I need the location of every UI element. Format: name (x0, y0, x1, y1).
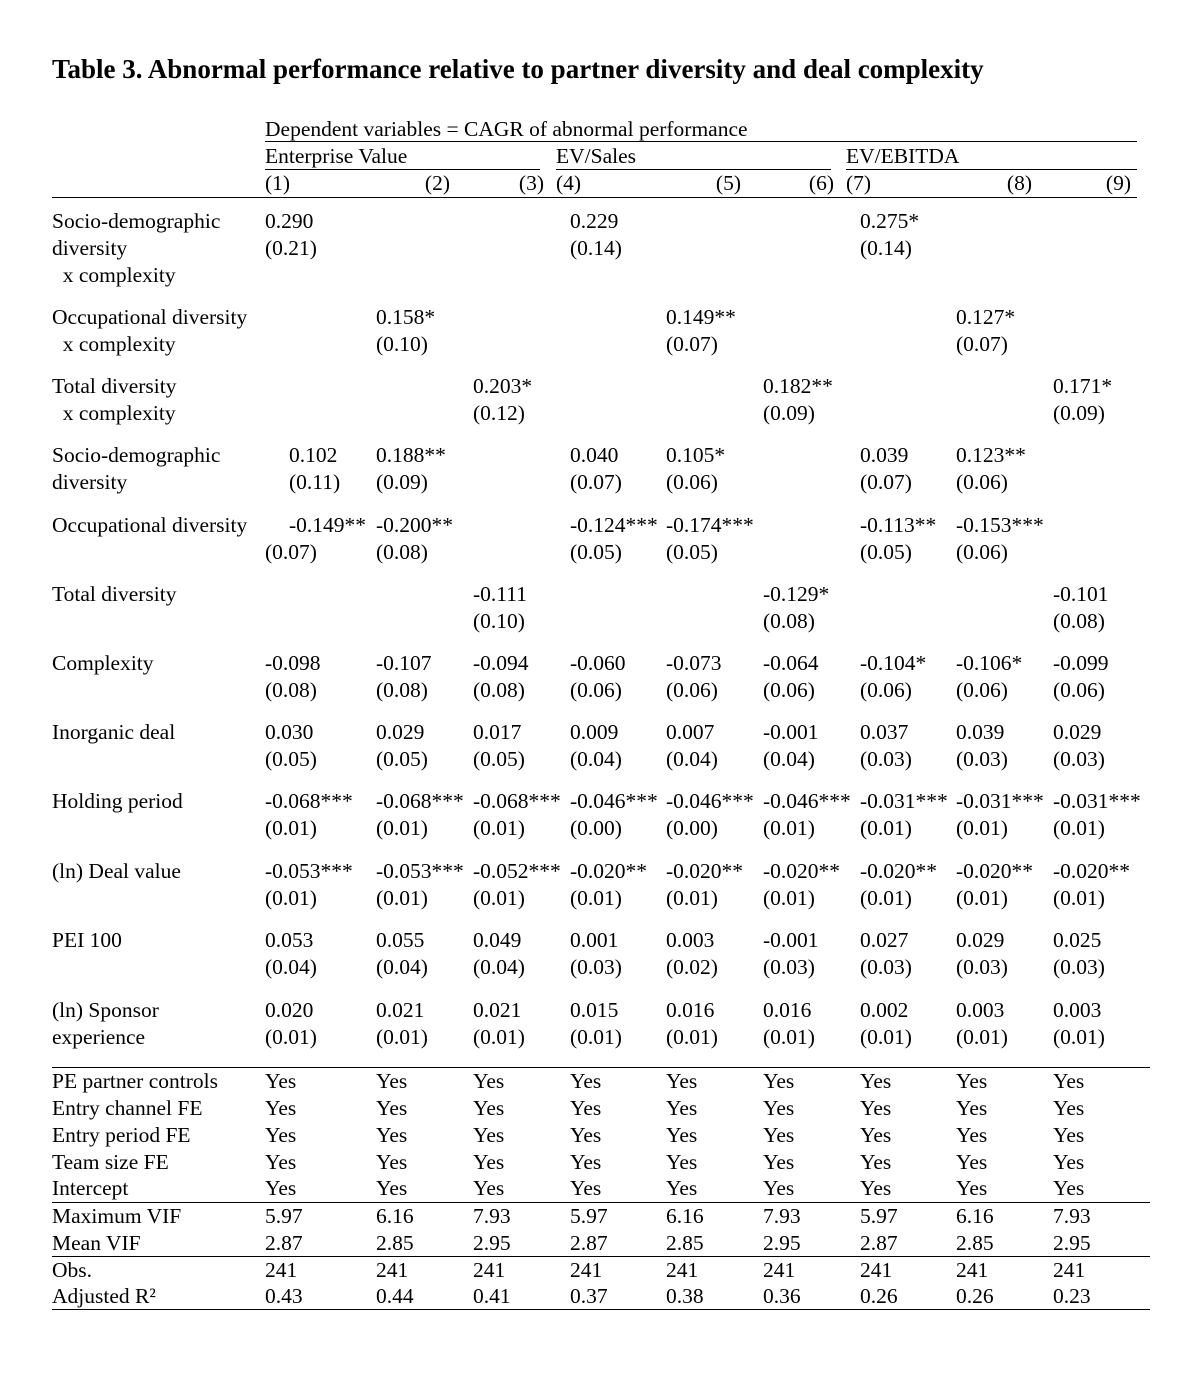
stat-cell: 241 (666, 1258, 699, 1282)
stat-cell: Yes (860, 1123, 892, 1147)
coefficient-cell: 0.025 (1053, 928, 1102, 952)
row-label: experience (52, 1025, 146, 1049)
coefficient-cell: 0.203* (473, 374, 533, 398)
std-error-cell: (0.04) (376, 955, 428, 979)
stat-cell: Yes (860, 1096, 892, 1120)
std-error-cell: (0.06) (956, 470, 1008, 494)
stat-cell: Yes (763, 1123, 795, 1147)
std-error-cell: (0.06) (666, 470, 718, 494)
stat-cell: 2.87 (860, 1231, 898, 1255)
row-label: Socio-demographic (52, 443, 221, 467)
stat-cell: Yes (956, 1176, 988, 1200)
stat-cell: Yes (570, 1150, 602, 1174)
stat-cell: 0.36 (763, 1284, 801, 1308)
stat-row-label: Entry period FE (52, 1123, 191, 1147)
std-error-cell: (0.08) (265, 678, 317, 702)
coefficient-cell: -0.060 (570, 651, 626, 675)
coefficient-cell: 0.030 (265, 720, 314, 744)
std-error-cell: (0.03) (570, 955, 622, 979)
column-number-6: (6) (808, 171, 834, 195)
stat-cell: Yes (956, 1069, 988, 1093)
std-error-cell: (0.06) (956, 678, 1008, 702)
std-error-cell: (0.09) (1053, 401, 1105, 425)
coefficient-cell: -0.073 (666, 651, 722, 675)
stat-cell: Yes (1053, 1096, 1085, 1120)
coefficient-cell: 0.003 (956, 998, 1005, 1022)
coefficient-cell: -0.020** (763, 859, 841, 883)
coefficient-cell: 0.009 (570, 720, 619, 744)
table-title: Table 3. Abnormal performance relative to partner diversity and deal complexity (52, 54, 984, 84)
stat-cell: Yes (763, 1150, 795, 1174)
std-error-cell: (0.01) (265, 1025, 317, 1049)
row-label: Total diversity (52, 582, 177, 606)
coefficient-cell: -0.107 (376, 651, 432, 675)
coefficient-cell: 0.275* (860, 209, 920, 233)
std-error-cell: (0.08) (473, 678, 525, 702)
stat-cell: 6.16 (376, 1204, 414, 1228)
coefficient-cell: -0.149** (289, 513, 367, 537)
std-error-cell: (0.01) (265, 816, 317, 840)
column-number-3: (3) (518, 171, 544, 195)
coefficient-cell: 0.039 (956, 720, 1005, 744)
std-error-cell: (0.05) (666, 540, 718, 564)
stat-cell: 2.95 (473, 1231, 511, 1255)
std-error-cell: (0.01) (473, 816, 525, 840)
stat-cell: 6.16 (666, 1204, 704, 1228)
std-error-cell: (0.05) (473, 747, 525, 771)
coefficient-cell: -0.098 (265, 651, 321, 675)
coefficient-cell: 0.017 (473, 720, 522, 744)
coefficient-cell: -0.064 (763, 651, 819, 675)
coefficient-cell: -0.001 (763, 928, 819, 952)
coefficient-cell: -0.200** (376, 513, 454, 537)
row-label: x complexity (52, 263, 176, 287)
std-error-cell: (0.11) (289, 470, 341, 494)
std-error-cell: (0.01) (763, 1025, 815, 1049)
coefficient-cell: 0.158* (376, 305, 436, 329)
stat-cell: 2.87 (265, 1231, 303, 1255)
stat-cell: Yes (265, 1096, 297, 1120)
coefficient-cell: 0.149** (666, 305, 736, 329)
coefficient-cell: -0.020** (860, 859, 938, 883)
stat-cell: 0.38 (666, 1284, 704, 1308)
column-number-2: (2) (424, 171, 450, 195)
stat-cell: 241 (956, 1258, 989, 1282)
coefficient-cell: -0.104* (860, 651, 927, 675)
std-error-cell: (0.07) (956, 332, 1008, 356)
std-error-cell: (0.01) (956, 1025, 1008, 1049)
row-label: Complexity (52, 651, 154, 675)
stat-cell: Yes (666, 1069, 698, 1093)
coefficient-cell: 0.003 (1053, 998, 1102, 1022)
std-error-cell: (0.01) (763, 886, 815, 910)
stat-cell: 2.85 (956, 1231, 994, 1255)
stat-row-label: Entry channel FE (52, 1096, 203, 1120)
coefficient-cell: 0.123** (956, 443, 1026, 467)
stat-cell: 5.97 (860, 1204, 898, 1228)
stat-row-label: PE partner controls (52, 1069, 218, 1093)
std-error-cell: (0.06) (570, 678, 622, 702)
stat-cell: Yes (376, 1123, 408, 1147)
std-error-cell: (0.01) (860, 1025, 912, 1049)
stat-cell: 241 (473, 1258, 506, 1282)
row-label: x complexity (52, 401, 176, 425)
stat-row-label: Team size FE (52, 1150, 169, 1174)
std-error-cell: (0.01) (956, 816, 1008, 840)
stat-cell: 7.93 (763, 1204, 801, 1228)
stat-cell: Yes (570, 1123, 602, 1147)
std-error-cell: (0.01) (763, 816, 815, 840)
coefficient-cell: 0.029 (376, 720, 425, 744)
stat-cell: 5.97 (570, 1204, 608, 1228)
vif-top-rule (52, 1202, 1150, 1203)
dependent-variable-header: Dependent variables = CAGR of abnormal performance (265, 117, 748, 141)
stat-cell: Yes (376, 1069, 408, 1093)
coefficient-cell: -0.068*** (473, 789, 561, 813)
std-error-cell: (0.01) (570, 886, 622, 910)
column-number-9: (9) (1105, 171, 1131, 195)
coefficient-cell: -0.053*** (376, 859, 464, 883)
stats-top-rule (52, 1067, 1150, 1068)
std-error-cell: (0.03) (860, 747, 912, 771)
std-error-cell: (0.06) (763, 678, 815, 702)
std-error-cell: (0.01) (473, 886, 525, 910)
std-error-cell: (0.07) (860, 470, 912, 494)
std-error-cell: (0.01) (265, 886, 317, 910)
std-error-cell: (0.06) (666, 678, 718, 702)
std-error-cell: (0.07) (666, 332, 718, 356)
std-error-cell: (0.06) (1053, 678, 1105, 702)
stat-cell: 7.93 (1053, 1204, 1091, 1228)
coefficient-cell: 0.027 (860, 928, 909, 952)
stat-cell: 241 (1053, 1258, 1086, 1282)
coefficient-cell: -0.094 (473, 651, 529, 675)
row-label: Socio-demographic (52, 209, 221, 233)
stat-cell: Yes (956, 1123, 988, 1147)
coefficient-cell: 0.182** (763, 374, 833, 398)
stat-cell: Yes (570, 1176, 602, 1200)
std-error-cell: (0.03) (860, 955, 912, 979)
coefficient-cell: -0.031*** (1053, 789, 1141, 813)
stat-cell: 0.44 (376, 1284, 414, 1308)
std-error-cell: (0.01) (1053, 1025, 1105, 1049)
stat-cell: Yes (265, 1069, 297, 1093)
row-label: Occupational diversity (52, 305, 248, 329)
coefficient-cell: -0.020** (956, 859, 1034, 883)
std-error-cell: (0.01) (570, 1025, 622, 1049)
row-label: Holding period (52, 789, 183, 813)
coefficient-cell: -0.020** (666, 859, 744, 883)
std-error-cell: (0.04) (473, 955, 525, 979)
std-error-cell: (0.04) (666, 747, 718, 771)
std-error-cell: (0.05) (570, 540, 622, 564)
row-label: Total diversity (52, 374, 177, 398)
std-error-cell: (0.01) (860, 816, 912, 840)
coefficient-cell: -0.031*** (860, 789, 948, 813)
stat-cell: 0.23 (1053, 1284, 1091, 1308)
std-error-cell: (0.07) (265, 540, 317, 564)
coefficient-cell: 0.015 (570, 998, 619, 1022)
coefficient-cell: 0.001 (570, 928, 619, 952)
coefficient-cell: 0.055 (376, 928, 425, 952)
stat-cell: Yes (666, 1150, 698, 1174)
row-label: (ln) Deal value (52, 859, 181, 883)
std-error-cell: (0.01) (860, 886, 912, 910)
std-error-cell: (0.01) (376, 816, 428, 840)
stat-cell: Yes (860, 1069, 892, 1093)
stat-cell: Yes (265, 1150, 297, 1174)
coefficient-cell: 0.127* (956, 305, 1016, 329)
row-label: diversity (52, 470, 128, 494)
coefficient-cell: 0.040 (570, 443, 619, 467)
stat-cell: 241 (860, 1258, 893, 1282)
coefficient-cell: -0.113** (860, 513, 937, 537)
coefficient-cell: 0.290 (265, 209, 314, 233)
stat-cell: Yes (376, 1096, 408, 1120)
std-error-cell: (0.08) (376, 540, 428, 564)
coefficient-cell: 0.016 (763, 998, 812, 1022)
stat-cell: 0.43 (265, 1284, 303, 1308)
std-error-cell: (0.05) (860, 540, 912, 564)
std-error-cell: (0.01) (666, 1025, 718, 1049)
group-header-enterprise-value: Enterprise Value (265, 144, 408, 168)
coefficient-cell: -0.001 (763, 720, 819, 744)
std-error-cell: (0.08) (376, 678, 428, 702)
coefficient-cell: 0.002 (860, 998, 909, 1022)
coefficient-cell: 0.021 (473, 998, 522, 1022)
table-bottom-rule (52, 1309, 1150, 1310)
std-error-cell: (0.03) (1053, 955, 1105, 979)
coefficient-cell: -0.046*** (763, 789, 851, 813)
stat-row-label: Intercept (52, 1176, 129, 1200)
coefficient-cell: 0.039 (860, 443, 909, 467)
stat-cell: 7.93 (473, 1204, 511, 1228)
std-error-cell: (0.03) (956, 955, 1008, 979)
std-error-cell: (0.01) (1053, 886, 1105, 910)
stat-cell: Yes (473, 1123, 505, 1147)
row-label: (ln) Sponsor (52, 998, 159, 1022)
stat-cell: Yes (1053, 1150, 1085, 1174)
coefficient-cell: -0.174*** (666, 513, 754, 537)
coefficient-cell: 0.188** (376, 443, 446, 467)
stat-cell: 2.95 (763, 1231, 801, 1255)
std-error-cell: (0.21) (265, 236, 317, 260)
std-error-cell: (0.04) (570, 747, 622, 771)
coefficient-cell: -0.124*** (570, 513, 658, 537)
std-error-cell: (0.14) (570, 236, 622, 260)
std-error-cell: (0.00) (570, 816, 622, 840)
stat-cell: Yes (956, 1150, 988, 1174)
header-bottom-rule (52, 197, 1137, 198)
std-error-cell: (0.03) (763, 955, 815, 979)
std-error-cell: (0.00) (666, 816, 718, 840)
std-error-cell: (0.01) (376, 886, 428, 910)
stat-cell: Yes (473, 1069, 505, 1093)
stat-cell: Yes (763, 1176, 795, 1200)
stat-cell: Yes (473, 1150, 505, 1174)
std-error-cell: (0.01) (956, 886, 1008, 910)
std-error-cell: (0.09) (763, 401, 815, 425)
stat-cell: Yes (376, 1176, 408, 1200)
stat-cell: Yes (860, 1150, 892, 1174)
stat-cell: Yes (265, 1123, 297, 1147)
std-error-cell: (0.01) (666, 886, 718, 910)
stat-cell: Yes (1053, 1123, 1085, 1147)
stat-cell: Yes (1053, 1176, 1085, 1200)
stat-cell: Yes (763, 1096, 795, 1120)
stat-cell: 0.37 (570, 1284, 608, 1308)
std-error-cell: (0.08) (1053, 609, 1105, 633)
group-header-ev-sales: EV/Sales (556, 144, 637, 168)
std-error-cell: (0.02) (666, 955, 718, 979)
column-number-7: (7) (846, 171, 872, 195)
coefficient-cell: -0.031*** (956, 789, 1044, 813)
coefficient-cell: 0.037 (860, 720, 909, 744)
obs-top-rule (52, 1256, 1150, 1257)
stat-cell: Yes (763, 1069, 795, 1093)
row-label: Inorganic deal (52, 720, 176, 744)
std-error-cell: (0.14) (860, 236, 912, 260)
coefficient-cell: -0.099 (1053, 651, 1109, 675)
stat-cell: Yes (570, 1069, 602, 1093)
std-error-cell: (0.06) (956, 540, 1008, 564)
coefficient-cell: 0.102 (289, 443, 338, 467)
group-header-ev-ebitda: EV/EBITDA (846, 144, 960, 168)
std-error-cell: (0.01) (376, 1025, 428, 1049)
stat-cell: 2.87 (570, 1231, 608, 1255)
std-error-cell: (0.01) (473, 1025, 525, 1049)
stat-cell: Yes (473, 1096, 505, 1120)
row-label: diversity (52, 236, 128, 260)
column-number-8: (8) (1006, 171, 1032, 195)
coefficient-cell: -0.053*** (265, 859, 353, 883)
coefficient-cell: -0.020** (570, 859, 648, 883)
stat-cell: 2.85 (376, 1231, 414, 1255)
std-error-cell: (0.05) (376, 747, 428, 771)
std-error-cell: (0.09) (376, 470, 428, 494)
std-error-cell: (0.08) (763, 609, 815, 633)
std-error-cell: (0.10) (376, 332, 428, 356)
stat-cell: Yes (666, 1123, 698, 1147)
stat-cell: 0.41 (473, 1284, 511, 1308)
coefficient-cell: 0.105* (666, 443, 726, 467)
coefficient-cell: -0.106* (956, 651, 1023, 675)
stat-cell: Yes (376, 1150, 408, 1174)
column-number-1: (1) (265, 171, 291, 195)
coefficient-cell: -0.052*** (473, 859, 561, 883)
coefficient-cell: -0.046*** (570, 789, 658, 813)
std-error-cell: (0.04) (763, 747, 815, 771)
std-error-cell: (0.07) (570, 470, 622, 494)
stat-cell: 241 (265, 1258, 298, 1282)
std-error-cell: (0.03) (1053, 747, 1105, 771)
header-rule-dependent (265, 141, 1137, 142)
std-error-cell: (0.12) (473, 401, 525, 425)
stat-cell: Yes (666, 1096, 698, 1120)
column-number-4: (4) (556, 171, 582, 195)
stat-cell: Yes (666, 1176, 698, 1200)
stat-cell: 241 (763, 1258, 796, 1282)
coefficient-cell: -0.153*** (956, 513, 1044, 537)
stat-row-label: Obs. (52, 1258, 93, 1282)
column-number-5: (5) (715, 171, 741, 195)
std-error-cell: (0.01) (1053, 816, 1105, 840)
row-label: Occupational diversity (52, 513, 248, 537)
coefficient-cell: -0.068*** (265, 789, 353, 813)
coefficient-cell: 0.053 (265, 928, 314, 952)
stat-cell: Yes (570, 1096, 602, 1120)
coefficient-cell: 0.049 (473, 928, 522, 952)
std-error-cell: (0.05) (265, 747, 317, 771)
coefficient-cell: 0.021 (376, 998, 425, 1022)
coefficient-cell: -0.046*** (666, 789, 754, 813)
stat-cell: 2.85 (666, 1231, 704, 1255)
stat-cell: 2.95 (1053, 1231, 1091, 1255)
std-error-cell: (0.03) (956, 747, 1008, 771)
coefficient-cell: 0.029 (1053, 720, 1102, 744)
std-error-cell: (0.04) (265, 955, 317, 979)
stat-cell: Yes (265, 1176, 297, 1200)
coefficient-cell: 0.020 (265, 998, 314, 1022)
stat-cell: 5.97 (265, 1204, 303, 1228)
coefficient-cell: 0.029 (956, 928, 1005, 952)
std-error-cell: (0.06) (860, 678, 912, 702)
coefficient-cell: -0.129* (763, 582, 830, 606)
coefficient-cell: 0.229 (570, 209, 619, 233)
stat-cell: 241 (376, 1258, 409, 1282)
std-error-cell: (0.10) (473, 609, 525, 633)
coefficient-cell: -0.111 (473, 582, 527, 606)
stat-cell: 6.16 (956, 1204, 994, 1228)
stat-row-label: Maximum VIF (52, 1204, 182, 1228)
coefficient-cell: 0.016 (666, 998, 715, 1022)
stat-row-label: Adjusted R² (52, 1284, 156, 1308)
stat-cell: 241 (570, 1258, 603, 1282)
stat-cell: Yes (860, 1176, 892, 1200)
row-label: PEI 100 (52, 928, 122, 952)
stat-cell: Yes (473, 1176, 505, 1200)
stat-cell: Yes (1053, 1069, 1085, 1093)
stat-cell: Yes (956, 1096, 988, 1120)
coefficient-cell: -0.020** (1053, 859, 1131, 883)
coefficient-cell: -0.068*** (376, 789, 464, 813)
coefficient-cell: 0.171* (1053, 374, 1113, 398)
row-label: x complexity (52, 332, 176, 356)
stat-cell: 0.26 (860, 1284, 898, 1308)
coefficient-cell: 0.007 (666, 720, 715, 744)
coefficient-cell: -0.101 (1053, 582, 1109, 606)
coefficient-cell: 0.003 (666, 928, 715, 952)
stat-row-label: Mean VIF (52, 1231, 141, 1255)
stat-cell: 0.26 (956, 1284, 994, 1308)
